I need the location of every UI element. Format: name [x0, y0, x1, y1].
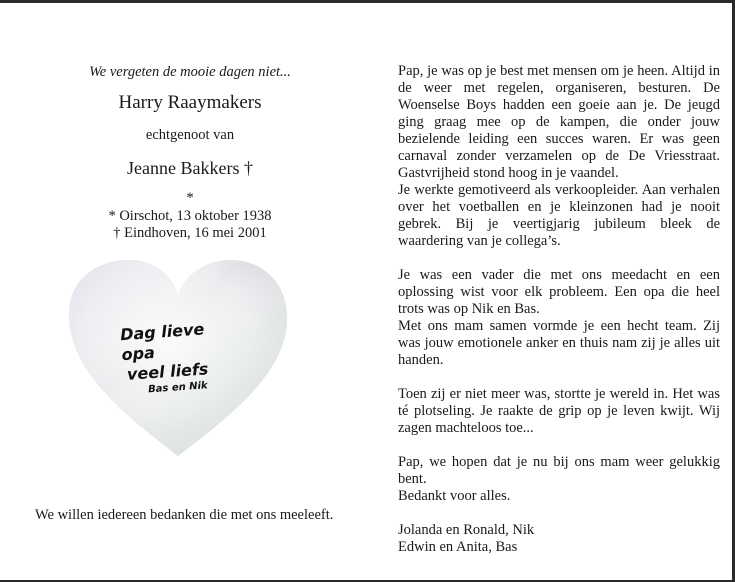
handwritten-message: [120, 317, 245, 399]
paragraph: Je werkte gemotiveerd als verkoopleider. Aan verhalen over het voetballen en je kleinzonen had je nooit gebrek. Bij je veertigjarig jubileum bleek de waardering van je collega’s.: [398, 182, 720, 249]
paragraph: Je was een vader die met ons meedacht en een oplossing wist voor elk probleem. Een opa die heel trots was op Nik en Bas.: [398, 267, 720, 317]
signature-line: Edwin en Anita, Bas: [398, 539, 518, 555]
motto: We vergeten de mooie dagen niet...: [89, 64, 291, 80]
star-separator: *: [186, 190, 194, 206]
relation-text: echtgenoot van: [145, 127, 235, 143]
thanks-text: We willen iedereen bedanken die met ons meeleeft.: [35, 507, 334, 523]
handwriting-line: Bas en Nik: [147, 380, 209, 396]
right-panel: [398, 63, 720, 556]
spouse-name: Jeanne Bakkers †: [127, 158, 253, 178]
deceased-name: Harry Raaymakers: [118, 92, 262, 113]
left-panel: [0, 3, 365, 580]
handwriting-line: Dag lieve opa: [119, 319, 205, 365]
signature-line: Jolanda en Ronald, Nik: [398, 522, 535, 538]
birth-line: * Oirschot, 13 oktober 1938: [108, 208, 272, 224]
paragraph: Bedankt voor alles.: [398, 488, 511, 504]
handwriting-line: veel liefs: [126, 359, 209, 384]
paragraph: Pap, we hopen dat je nu bij ons mam weer gelukkig bent.: [398, 454, 720, 487]
paragraph: Met ons mam samen vormde je een hecht team. Zij was jouw emotionele anker en thuis nam zij je alles uit handen.: [398, 318, 720, 368]
death-line: † Eindhoven, 16 mei 2001: [113, 225, 267, 241]
paragraph: Toen zij er niet meer was, stortte je wereld in. Het was té plotseling. Je raakte de grip op je leven kwijt. Wij zagen machteloos toe...: [398, 386, 720, 436]
paragraph: Pap, je was op je best met mensen om je heen. Altijd in de weer met regelen, organiseren, besturen. De Woenselse Boys hadden een goeie aan je. De jeugd ging graag mee op de kampen, die onder jouw bezielende leiding een succes waren. Er was geen carnaval zonder verzamelen op de De Vriesstraat. Gastvrijheid stond hoog in je vaandel.: [398, 63, 720, 181]
